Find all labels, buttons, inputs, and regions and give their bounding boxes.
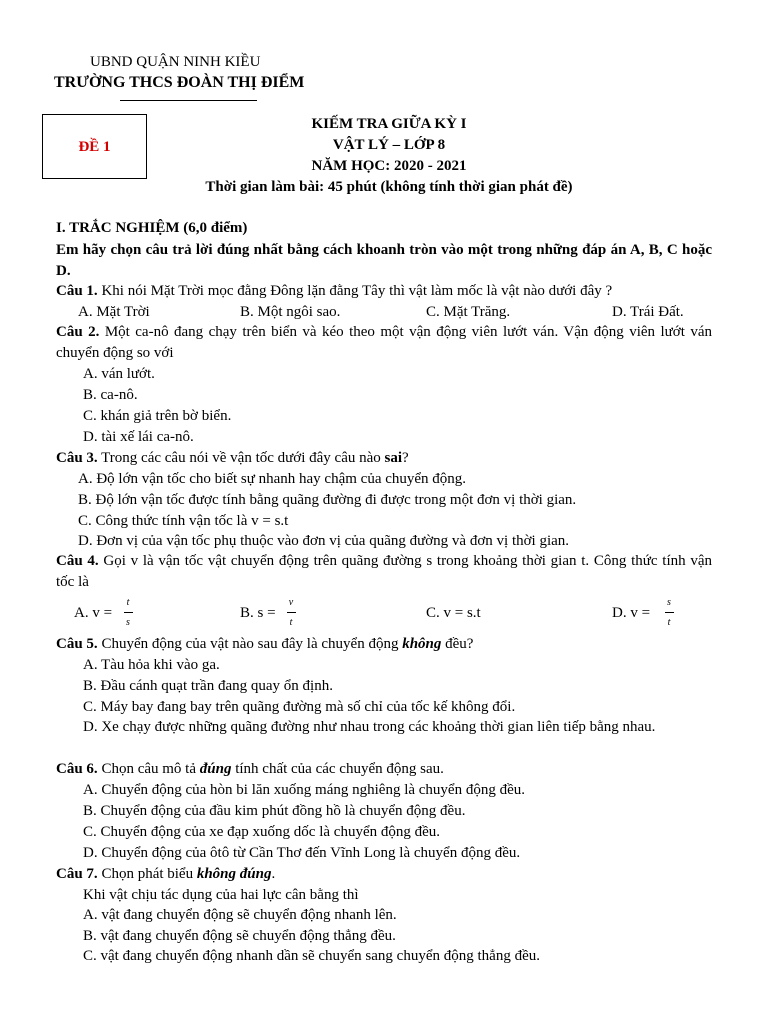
q7-option-c[interactable]: C. vật đang chuyển động nhanh dần sẽ chuyển sang chuyển động thẳng đều. bbox=[83, 948, 540, 964]
fraction-denominator: t bbox=[667, 617, 671, 628]
q6-option-d[interactable]: D. Chuyển động của ôtô từ Cần Thơ đến Vĩnh Long là chuyển động đều. bbox=[83, 845, 521, 861]
q5-option-a[interactable]: A. Tàu hỏa khi vào ga. bbox=[83, 657, 220, 673]
q6-option-c[interactable]: C. Chuyển động của xe đạp xuống dốc là chuyển động đều. bbox=[83, 824, 441, 840]
question-text: Gọi v là vận tốc vật chuyển động trên quãng đường s trong khoảng thời gian t. Công thức tính vận tốc là bbox=[56, 553, 712, 590]
question-label: Câu 2. bbox=[56, 324, 100, 340]
q3-option-a[interactable]: A. Độ lớn vận tốc cho biết sự nhanh hay chậm của chuyển động. bbox=[78, 471, 467, 487]
fraction-bar bbox=[287, 612, 296, 613]
fraction-numerator: v bbox=[288, 597, 294, 608]
q4-option-d[interactable]: D. v = bbox=[612, 605, 651, 621]
emphasis-text: không đúng bbox=[196, 866, 272, 882]
question-6: Câu 6. Chọn câu mô tả đúng tính chất của các chuyển động sau. bbox=[56, 761, 444, 777]
q1-option-a[interactable]: A. Mặt Trời bbox=[78, 304, 150, 320]
fraction-denominator: t bbox=[289, 617, 293, 628]
q3-option-c[interactable]: C. Công thức tính vận tốc là v = s.t bbox=[78, 513, 289, 529]
section-instruction: Em hãy chọn câu trả lời đúng nhất bằng cách khoanh tròn vào một trong những đáp án A, B, C hoặc D. bbox=[56, 242, 712, 279]
question-1 bbox=[56, 281, 612, 301]
emphasis-text: không bbox=[402, 636, 442, 652]
q1-option-b[interactable]: B. Một ngôi sao. bbox=[240, 304, 341, 320]
question-text: Một ca-nô đang chạy trên biển và kéo theo một vận động viên lướt ván. Vận động viên lướt ván chuyển động so với bbox=[56, 324, 712, 361]
section-title: I. TRẮC NGHIỆM (6,0 điểm) bbox=[56, 220, 248, 236]
exam-time: Thời gian làm bài: 45 phút (không tính thời gian phát đề) bbox=[205, 179, 573, 195]
emphasis-text: đúng bbox=[199, 761, 232, 777]
exam-title: KIẾM TRA GIỮA KỲ I bbox=[311, 116, 467, 132]
question-label: Câu 3. bbox=[56, 450, 98, 466]
fraction-numerator: t bbox=[126, 597, 130, 608]
q1-option-d[interactable]: D. Trái Đất. bbox=[612, 304, 684, 320]
q6-option-a[interactable]: A. Chuyển động của hòn bi lăn xuống máng nghiêng là chuyển động đều. bbox=[83, 782, 526, 798]
q5-option-c[interactable]: C. Máy bay đang bay trên quãng đường mà số chỉ của tốc kế không đổi. bbox=[83, 699, 516, 715]
school-name: TRƯỜNG THCS ĐOÀN THỊ ĐIỂM bbox=[54, 74, 305, 91]
fraction-bar bbox=[124, 612, 133, 613]
q2-option-b[interactable]: B. ca-nô. bbox=[83, 387, 138, 403]
fraction-numerator: s bbox=[667, 597, 671, 608]
q3-option-d[interactable]: D. Đơn vị của vận tốc phụ thuộc vào đơn vị của quãng đường và đơn vị thời gian. bbox=[78, 533, 570, 549]
question-5: Câu 5. Chuyển động của vật nào sau đây là chuyển động không đều? bbox=[56, 636, 474, 652]
q5-option-d[interactable]: D. Xe chạy được những quãng đường như nhau trong các khoảng thời gian liên tiếp bằng nhau. bbox=[83, 719, 656, 735]
question-label: Câu 1. bbox=[56, 283, 98, 299]
question-label: Câu 6. bbox=[56, 761, 98, 777]
exam-year: NĂM HỌC: 2020 - 2021 bbox=[311, 158, 467, 174]
q7-option-a[interactable]: A. vật đang chuyển động sẽ chuyển động nhanh lên. bbox=[83, 907, 397, 923]
question-label: Câu 4. bbox=[56, 553, 99, 569]
q2-option-d[interactable]: D. tài xế lái ca-nô. bbox=[83, 429, 194, 445]
question-label: Câu 7. bbox=[56, 866, 98, 882]
fraction-bar bbox=[665, 612, 674, 613]
q5-option-b[interactable]: B. Đầu cánh quạt trần đang quay ổn định. bbox=[83, 678, 333, 694]
question-2 bbox=[56, 322, 712, 364]
question-text: Khi nói Mặt Trời mọc đằng Đông lặn đằng Tây thì vật làm mốc là vật nào dưới đây ? bbox=[97, 283, 613, 299]
q1-option-c[interactable]: C. Mặt Trăng. bbox=[426, 304, 511, 320]
district-name: UBND QUẬN NINH KIỀU bbox=[90, 54, 261, 70]
emphasis-text: sai bbox=[384, 450, 403, 466]
q4-option-c[interactable]: C. v = s.t bbox=[426, 605, 481, 621]
q4-option-a[interactable]: A. v = bbox=[74, 605, 113, 621]
exam-code-box bbox=[42, 114, 147, 179]
question-4 bbox=[56, 551, 712, 593]
q2-option-a[interactable]: A. ván lướt. bbox=[83, 366, 155, 382]
q3-option-b[interactable]: B. Độ lớn vận tốc được tính bằng quãng đường đi được trong một đơn vị thời gian. bbox=[78, 492, 577, 508]
q6-option-b[interactable]: B. Chuyển động của đầu kim phút đồng hồ là chuyển động đều. bbox=[83, 803, 466, 819]
q7-stem: Khi vật chịu tác dụng của hai lực cân bằng thì bbox=[83, 887, 359, 903]
exam-code: ĐỀ 1 bbox=[78, 139, 111, 155]
fraction-denominator: s bbox=[126, 617, 130, 628]
exam-subject: VẬT LÝ – LỚP 8 bbox=[332, 137, 446, 153]
question-7: Câu 7. Chọn phát biểu không đúng. bbox=[56, 866, 276, 882]
q7-option-b[interactable]: B. vật đang chuyển động sẽ chuyển động thẳng đều. bbox=[83, 928, 396, 944]
q2-option-c[interactable]: C. khán giả trên bờ biển. bbox=[83, 408, 232, 424]
question-3: Câu 3. Trong các câu nói về vận tốc dưới đây câu nào sai? bbox=[56, 450, 409, 466]
q4-option-b[interactable]: B. s = bbox=[240, 605, 276, 621]
header-divider bbox=[120, 100, 257, 101]
question-label: Câu 5. bbox=[56, 636, 98, 652]
